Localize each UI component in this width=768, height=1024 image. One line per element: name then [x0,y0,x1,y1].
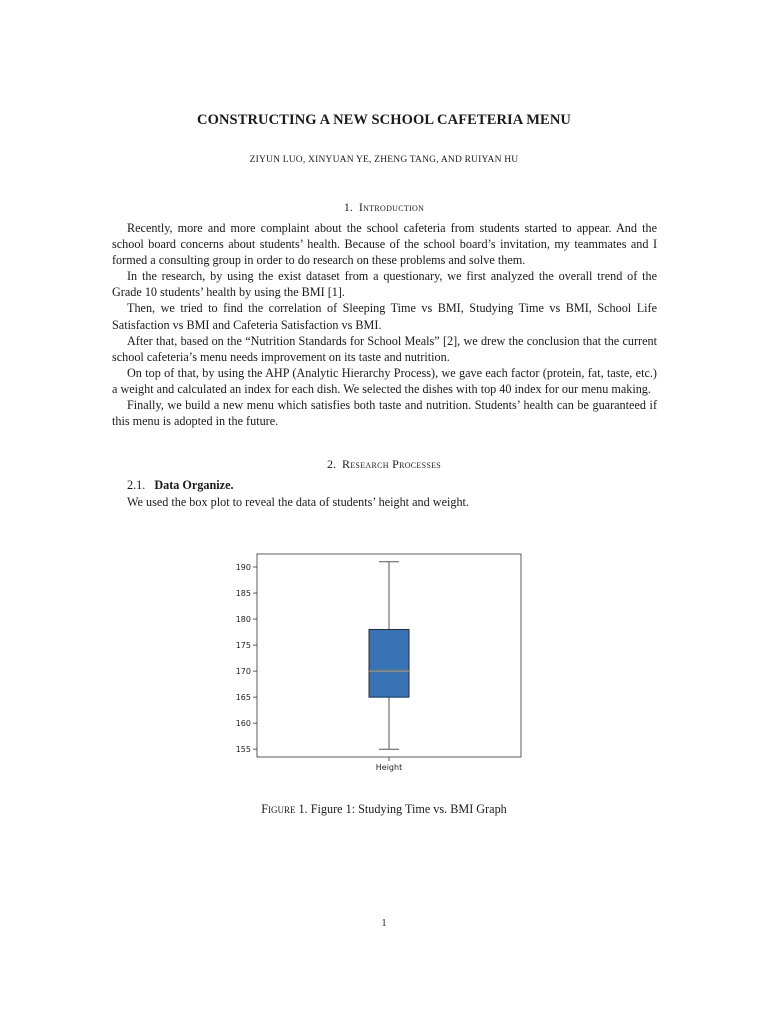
subsection-text: We used the box plot to reveal the data of students’ height and weight. [127,495,469,509]
y-tick-label: 170 [235,667,251,677]
introduction-body [112,220,657,429]
intro-paragraph: After that, based on the “Nutrition Standards for School Meals” [2], we drew the conclusion that the current school cafeteria’s menu needs improvement on its taste and nutrition. [112,333,657,364]
section-2-heading [0,457,768,472]
box-iqr [369,629,409,697]
section-1-title: Introduction [358,200,425,214]
section-2-title: Research Processes [341,457,442,471]
figure-label: Figure 1. [261,802,308,816]
section-1-heading [0,200,768,215]
subsection-2-1-heading [127,478,234,493]
x-tick-label-height: Height [375,763,403,772]
section-1-number: 1. [343,200,353,214]
subsection-title: Data Organize. [154,478,234,492]
y-tick-label: 180 [235,615,251,625]
y-tick-label: 185 [235,589,251,599]
intro-paragraph: Then, we tried to find the correlation of Sleeping Time vs BMI, Studying Time vs BMI, School Life Satisfaction vs BMI and Cafeteria Satisfaction vs BMI. [112,301,657,332]
box-plot-chart [225,552,525,777]
subsection-number: 2.1. [127,478,146,492]
section-2-number: 2. [326,457,336,471]
intro-paragraph: In the research, by using the exist dataset from a questionary, we first analyzed the overall trend of the Grade 10 students’ health by using the BMI [1]. [112,269,657,300]
paper-authors: ZIYUN LUO, XINYUAN YE, ZHENG TANG, AND RUIYAN HU [249,155,519,165]
y-tick-label: 155 [235,745,251,755]
page-number: 1 [381,918,387,929]
figure-caption-text: Figure 1: Studying Time vs. BMI Graph [310,802,507,816]
y-tick-label: 165 [235,693,251,703]
y-axis [236,563,257,754]
intro-paragraph: Finally, we build a new menu which satisfies both taste and nutrition. Students’ health can be guaranteed if this menu is adopted in the future. [112,398,657,429]
figure-box-plot [225,552,525,777]
intro-paragraph: Recently, more and more complaint about the school cafeteria from students started to appear. And the school board concerns about students’ health. Because of the school board’s invitation, my teammates and I formed a consulting group in order to do research on these problems and solve them. [112,221,657,268]
y-tick-label: 160 [235,719,251,729]
figure-caption [0,802,768,817]
y-tick-label: 190 [235,563,251,573]
y-tick-label: 175 [235,641,251,651]
intro-paragraph: On top of that, by using the AHP (Analytic Hierarchy Process), we gave each factor (protein, fat, taste, etc.) a weight and calculated an index for each dish. We selected the dishes with top 40 index for our menu making. [112,365,657,396]
paper-title: CONSTRUCTING A NEW SCHOOL CAFETERIA MENU [197,112,571,128]
